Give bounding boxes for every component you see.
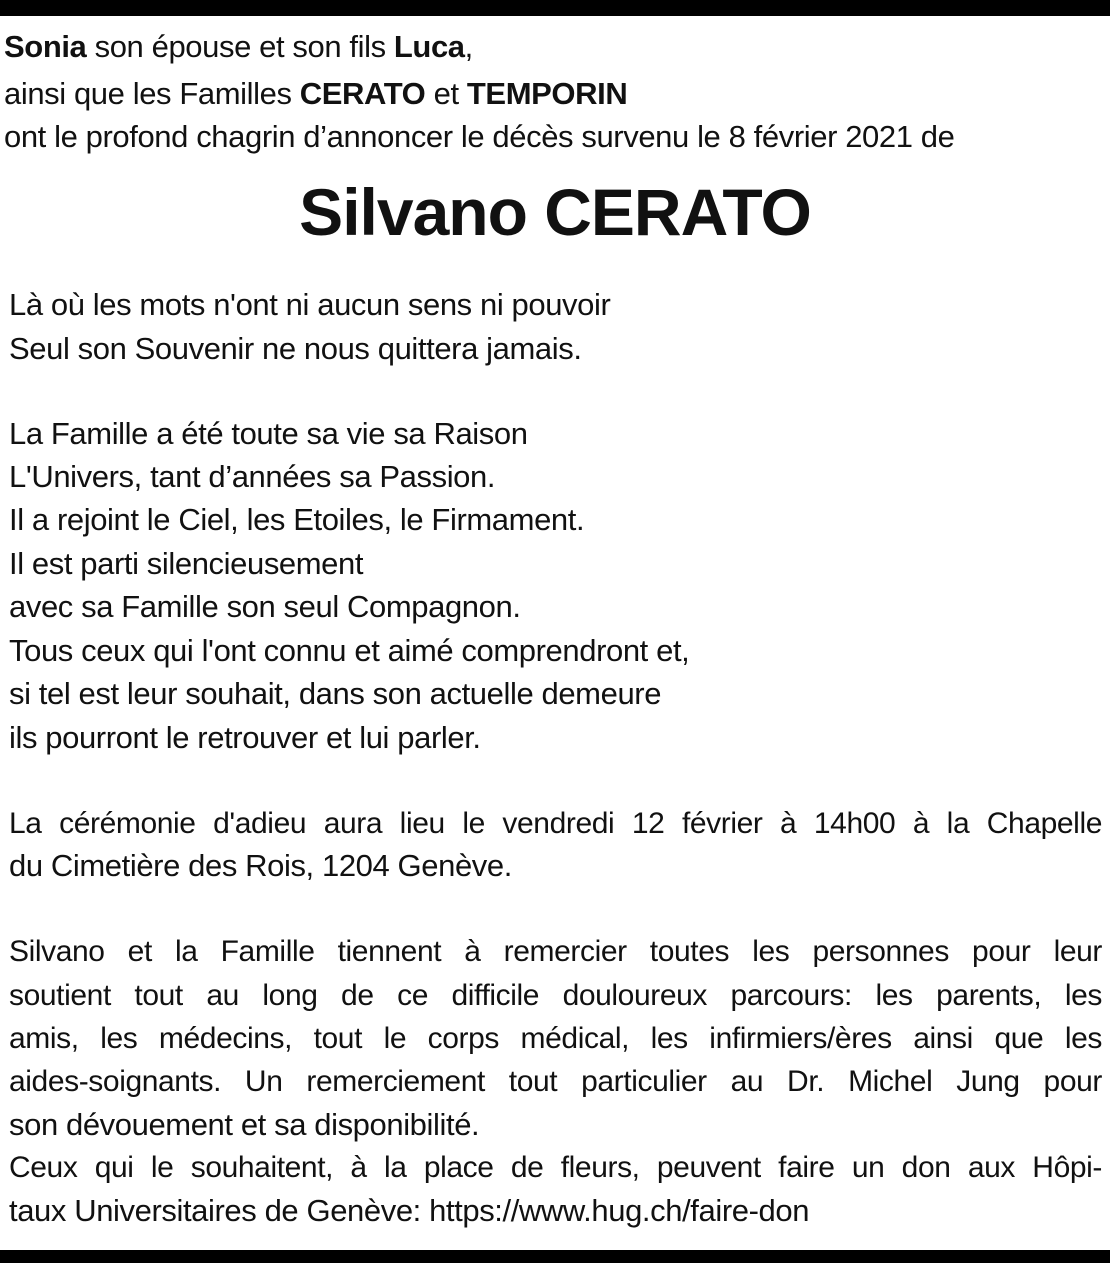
- top-border: [0, 0, 1110, 16]
- family-name: TEMPORIN: [466, 76, 628, 111]
- thanks-line: Silvano et la Famille tiennent à remercier toutes les personnes pour leur: [9, 935, 1102, 968]
- wife-name: Sonia: [4, 29, 87, 64]
- thanks-line: son dévouement et sa disponibilité.: [9, 1107, 480, 1142]
- poem-line: Seul son Souvenir ne nous quittera jamais.: [9, 331, 582, 366]
- header-line-1: [4, 25, 473, 69]
- poem-line: si tel est leur souhait, dans son actuelle demeure: [9, 676, 662, 711]
- poem-line: avec sa Famille son seul Compagnon.: [9, 589, 521, 624]
- header-text: et: [425, 76, 467, 111]
- ceremony-line: du Cimetière des Rois, 1204 Genève.: [9, 848, 512, 883]
- poem-line: Tous ceux qui l'ont connu et aimé comprendront et,: [9, 633, 690, 668]
- donation-line: Ceux qui le souhaitent, à la place de fleurs, peuvent faire un don aux Hôpi-: [9, 1151, 1102, 1184]
- bottom-border: [0, 1250, 1110, 1263]
- header-line-3: ont le profond chagrin d’annoncer le décès survenu le 8 février 2021 de: [4, 119, 955, 154]
- header-line-2: [4, 72, 627, 116]
- deceased-name: Silvano CERATO: [299, 175, 811, 249]
- poem-line: Là où les mots n'ont ni aucun sens ni pouvoir: [9, 287, 611, 322]
- poem-line: Il a rejoint le Ciel, les Etoiles, le Firmament.: [9, 502, 585, 537]
- header-text: ,: [464, 29, 473, 64]
- thanks-line: soutient tout au long de ce difficile douloureux parcours: les parents, les: [9, 979, 1102, 1012]
- thanks-line: aides-soignants. Un remerciement tout particulier au Dr. Michel Jung pour: [9, 1065, 1102, 1098]
- ceremony-line: La cérémonie d'adieu aura lieu le vendredi 12 février à 14h00 à la Chapelle: [9, 807, 1102, 840]
- thanks-line: amis, les médecins, tout le corps médical, les infirmiers/ères ainsi que les: [9, 1022, 1102, 1055]
- header-text: son épouse et son fils: [86, 29, 394, 64]
- header-text: ainsi que les Familles: [4, 76, 300, 111]
- poem-line: Il est parti silencieusement: [9, 546, 364, 581]
- family-name: CERATO: [299, 76, 426, 111]
- son-name: Luca: [393, 29, 465, 64]
- poem-line: ils pourront le retrouver et lui parler.: [9, 720, 481, 755]
- poem-line: La Famille a été toute sa vie sa Raison: [9, 416, 528, 451]
- donation-line: taux Universitaires de Genève: https://www.hug.ch/faire-don: [9, 1193, 810, 1228]
- poem-line: L'Univers, tant d’années sa Passion.: [9, 459, 496, 494]
